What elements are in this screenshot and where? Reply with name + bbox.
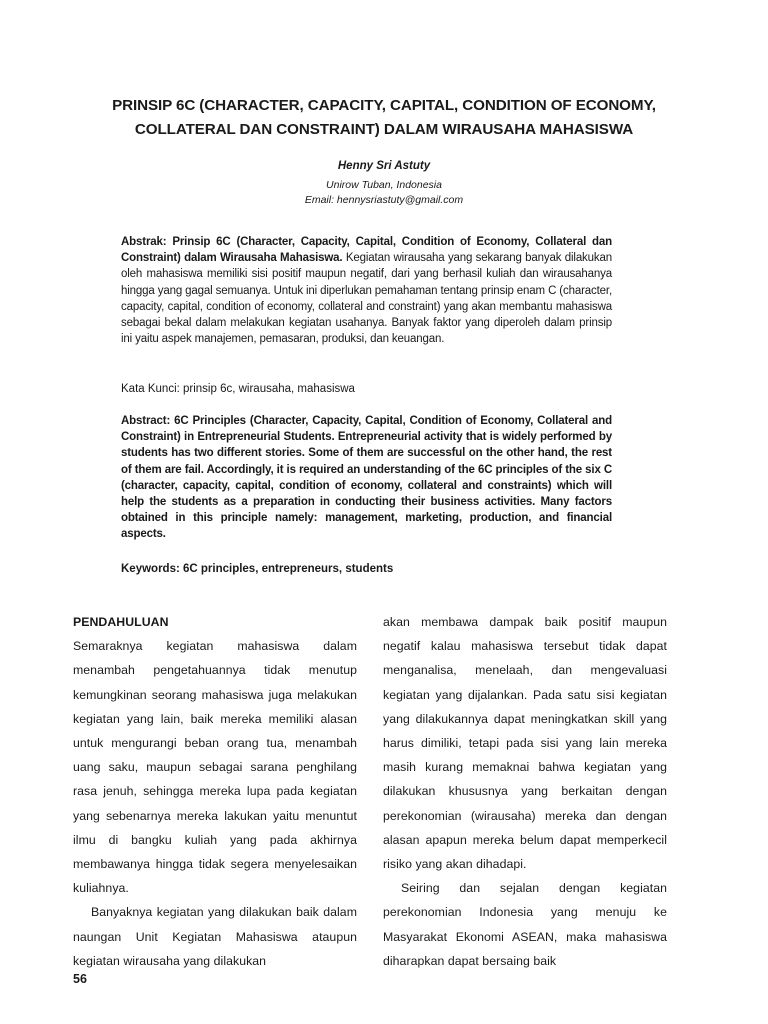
section-heading: PENDAHULUAN	[73, 615, 169, 629]
body-column-right	[383, 610, 667, 973]
body-paragraph: Seiring dan sejalan dengan kegiatan perekonomian Indonesia yang menuju ke Masyarakat Ekonomi ASEAN, maka mahasiswa diharapkan dapat bersaing baik	[383, 881, 667, 968]
title-line-1: PRINSIP 6C (CHARACTER, CAPACITY, CAPITAL, CONDITION OF ECONOMY,	[112, 97, 656, 114]
abstract-english	[121, 413, 612, 543]
paper-title	[100, 94, 668, 142]
author-email: Email: hennysriastuty@gmail.com	[304, 194, 464, 206]
body-column-left	[73, 610, 357, 973]
body-paragraph: Semaraknya kegiatan mahasiswa dalam menambah pengetahuannya tidak menutup kemungkinan seorang mahasiswa juga melakukan kegiatan yang lain, baik mereka memiliki alasan untuk mengurangi beban orang tua, menambah uang saku, maupun sebagai sarana penghilang rasa jenuh, sehingga mereka lupa pada kegiatan yang sebenarnya mereka lakukan yaitu menuntut ilmu di bangku kuliah yang pada akhirnya membawanya hingga tidak segera menyelesaikan kuliahnya.	[73, 639, 357, 896]
keywords-indonesian: Kata Kunci: prinsip 6c, wirausaha, mahasiswa	[121, 383, 355, 395]
author-affiliation: Unirow Tuban, Indonesia	[326, 179, 442, 191]
body-paragraph: Banyaknya kegiatan yang dilakukan baik dalam naungan Unit Kegiatan Mahasiswa ataupun kegiatan wirausaha yang dilakukan	[73, 905, 357, 968]
abstract-english-lead: Abstract: 6C Principles (Character, Capacity, Capital, Condition of Economy, Collateral and Constraint) in Entrepreneurial Students.	[121, 415, 612, 444]
body-paragraph: akan membawa dampak baik positif maupun negatif kalau mahasiswa tersebut tidak dapat menganalisa, menelaah, dan mengevaluasi kegiatan yang dijalankan. Pada satu sisi kegiatan yang dilakukannya dapat meningkatkan skill yang harus dimiliki, tetapi pada sisi yang lain mereka masih kurang memaknai bahwa kegiatan yang dilakukan khususnya yang berkaitan dengan perekonomian (wirausaha) mereka dan dengan alasan apapun mereka belum dapat memperkecil risiko yang akan dihadapi.	[383, 615, 667, 872]
abstract-indonesian	[121, 234, 612, 347]
abstract-indonesian-body: Kegiatan wirausaha yang sekarang banyak dilakukan oleh mahasiswa memiliki sisi positif maupun negatif, dari yang berhasil kuliah dan wirausahanya hingga yang gagal semuanya. Untuk ini diperlukan pemahaman tentang prinsip enam C (character, capacity, capital, condition of economy, collateral and constraint) yang akan membantu mahasiswa sebagai bekal dalam melakukan kegiatan usahanya. Banyak faktor yang diperoleh dalam prinsip ini yaitu aspek manajemen, pemasaran, produksi, dan keuangan.	[121, 252, 612, 346]
abstract-english-body: Entrepreneurial activity that is widely performed by students has two different stories. Some of them are successful on the other hand, the rest of them are fail. Accordingly, it is required an understanding of the 6C principles of the six C (character, capacity, capital, condition of economy, collateral and constraints) which will help the students as a preparation in conducting their business activities. Many factors obtained in this principle namely: management, marketing, production, and financial aspects.	[121, 431, 612, 541]
author-name: Henny Sri Astuty	[337, 160, 431, 172]
page-number: 56	[73, 972, 87, 986]
keywords-english: Keywords: 6C principles, entrepreneurs, students	[121, 563, 394, 575]
abstract-indonesian-lead: Abstrak: Prinsip 6C (Character, Capacity, Capital, Condition of Economy, Collateral dan Constraint) dalam Wirausaha Mahasiswa.	[121, 236, 612, 265]
title-line-2: COLLATERAL DAN CONSTRAINT) DALAM WIRAUSAHA MAHASISWA	[134, 121, 634, 138]
